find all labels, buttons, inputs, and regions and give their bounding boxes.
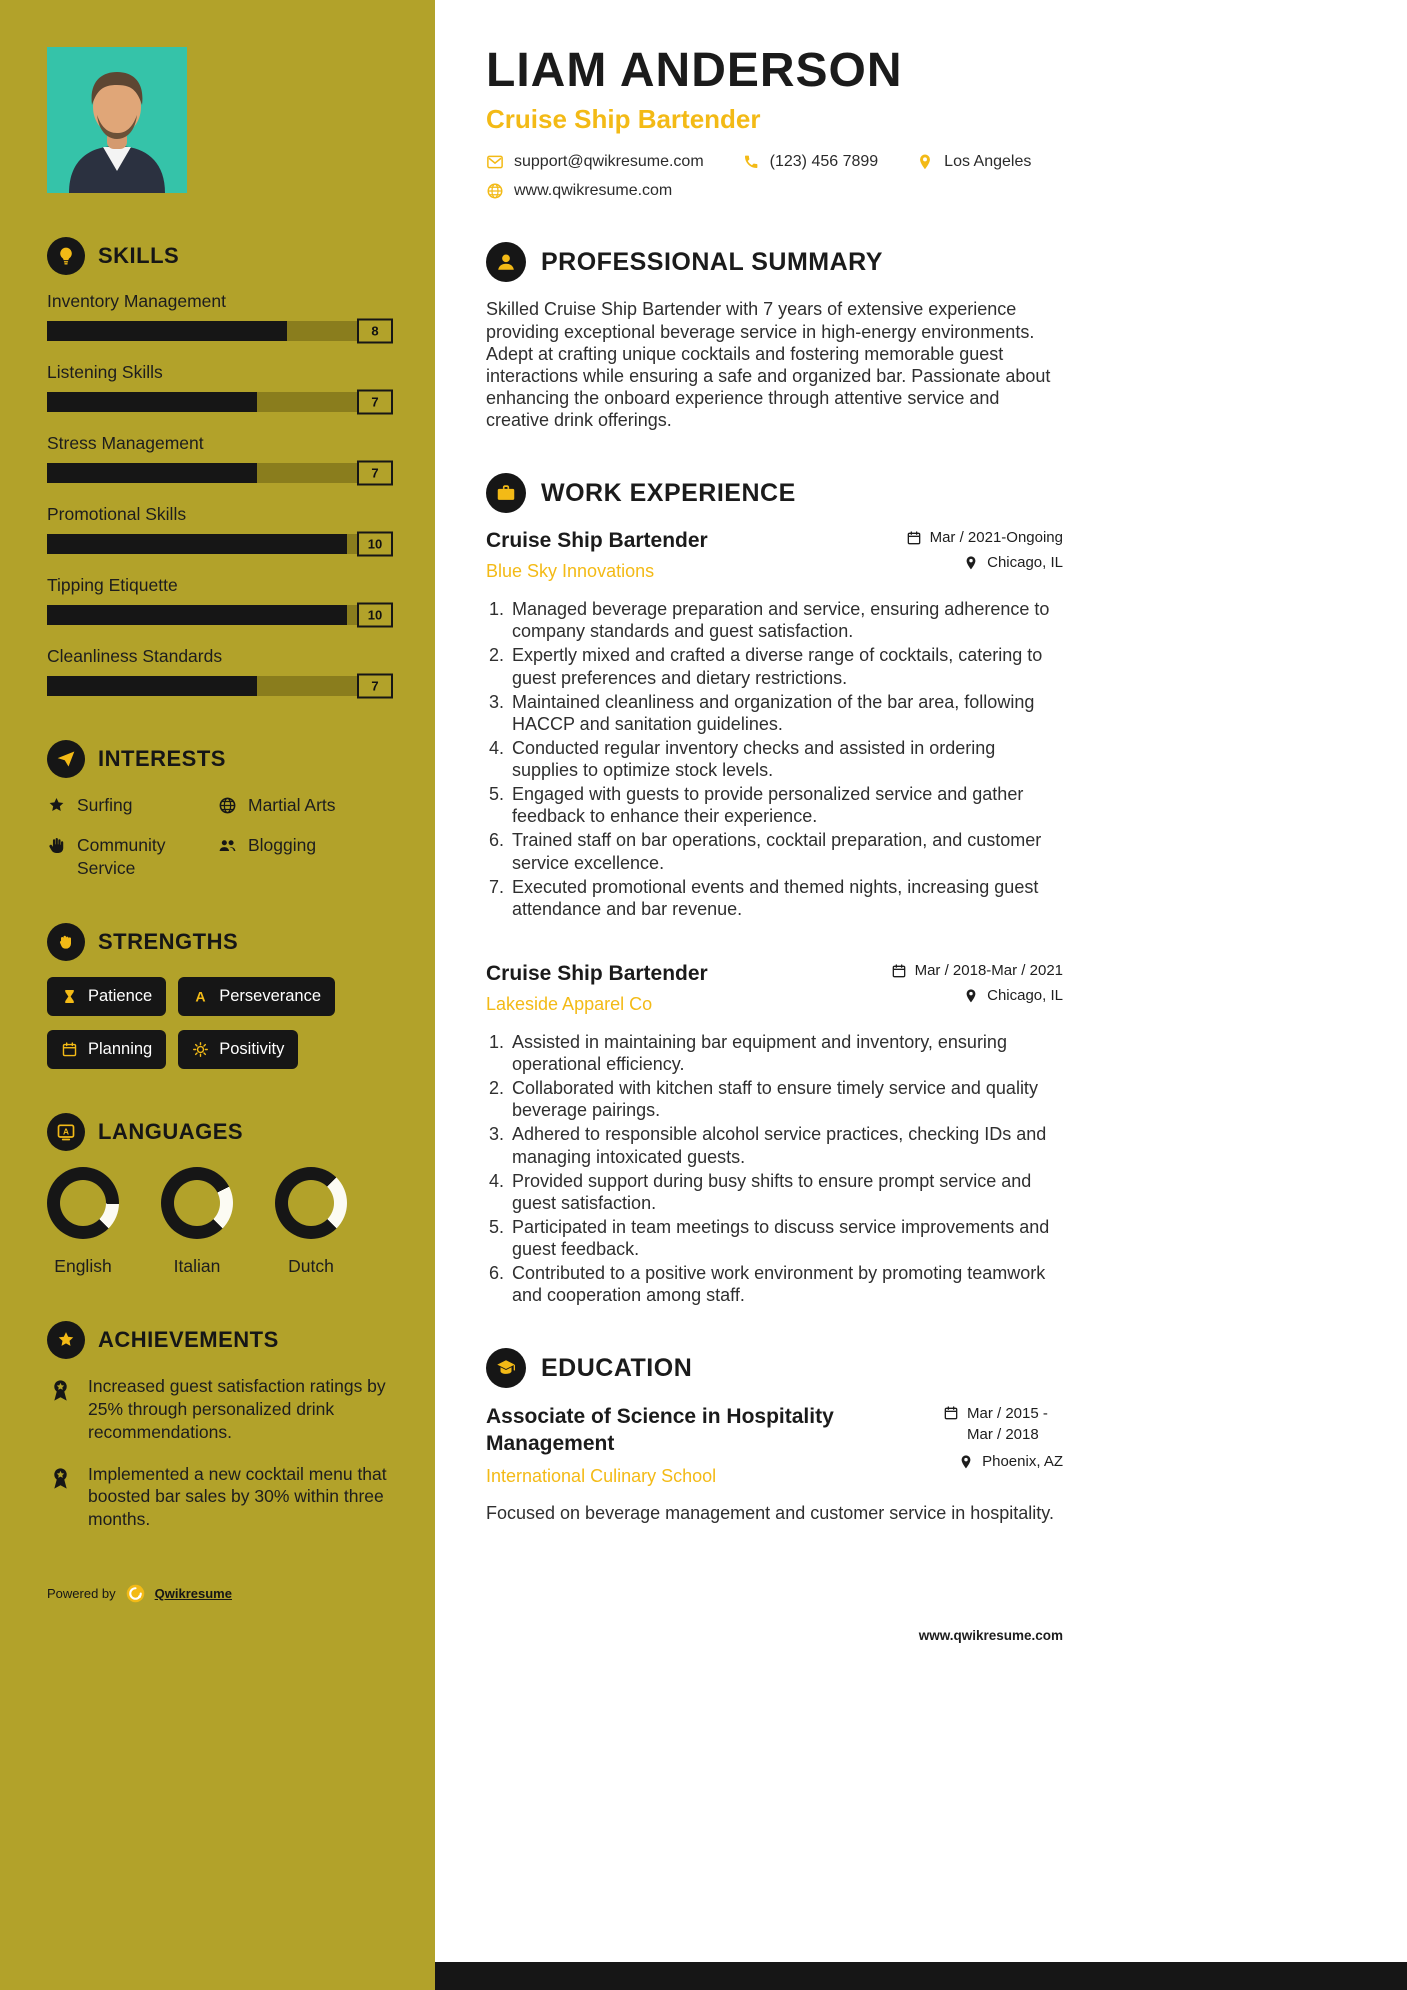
powered-by <box>47 1583 393 1604</box>
location-text: Los Angeles <box>944 153 1032 171</box>
experience-bullet: 3. Maintained cleanliness and organization of the bar area, following HACCP and sanitation guidelines. <box>509 691 1063 735</box>
skill-item <box>47 433 393 483</box>
paper-plane-icon <box>47 740 85 778</box>
language-label: English <box>54 1256 112 1277</box>
skill-bar <box>47 321 393 341</box>
experience-section <box>486 473 1063 1306</box>
svg-text:A: A <box>62 1126 70 1137</box>
users-icon <box>218 836 237 855</box>
contact-info <box>486 153 1063 200</box>
skill-item <box>47 291 393 341</box>
skill-bar-fill <box>47 676 257 696</box>
skill-value: 7 <box>357 461 393 486</box>
email-text: support@qwikresume.com <box>514 153 704 171</box>
skill-label: Tipping Etiquette <box>47 575 178 595</box>
job-location-text: Chicago, IL <box>987 986 1063 1004</box>
job-location <box>963 987 1063 1004</box>
strength-chip <box>178 1030 298 1069</box>
location-item <box>916 153 1031 171</box>
language-item <box>161 1167 233 1277</box>
education-meta <box>943 1404 1063 1470</box>
briefcase-icon <box>486 473 526 513</box>
envelope-icon <box>486 153 504 171</box>
strengths-list <box>47 977 393 1069</box>
skill-bar-fill <box>47 534 347 554</box>
calendar-icon <box>906 530 922 546</box>
phone-text: (123) 456 7899 <box>769 153 879 171</box>
language-label: Dutch <box>288 1256 334 1277</box>
education-note: Focused on beverage management and customer service in hospitality. <box>486 1502 1054 1523</box>
education-location-text: Phoenix, AZ <box>982 1452 1063 1470</box>
language-donut <box>161 1167 233 1239</box>
job-entry <box>486 962 1063 1307</box>
strength-chip <box>178 977 335 1016</box>
achievements-heading: ACHIEVEMENTS <box>98 1327 279 1353</box>
education-header <box>486 1348 1063 1388</box>
summary-section <box>486 242 1063 431</box>
skills-header <box>47 237 393 275</box>
experience-bullet: 5. Participated in team meetings to discuss service improvements and guest feedback. <box>509 1216 1063 1260</box>
skill-bar <box>47 392 393 412</box>
website-text: www.qwikresume.com <box>514 182 673 200</box>
education-heading: EDUCATION <box>541 1353 693 1382</box>
skill-value: 8 <box>357 319 393 344</box>
experience-bullet: 4. Provided support during busy shifts to ensure prompt service and guest satisfaction. <box>509 1170 1063 1214</box>
lightbulb-icon <box>47 237 85 275</box>
phone-item <box>742 153 879 171</box>
bottom-bar <box>435 1962 1407 1990</box>
experience-bullet: 1. Assisted in maintaining bar equipment and inventory, ensuring operational efficiency. <box>509 1031 1063 1075</box>
interest-item <box>47 794 218 817</box>
job-bullet-list <box>486 1031 1063 1307</box>
svg-text:A: A <box>195 989 206 1006</box>
calendar-icon <box>891 963 907 979</box>
achievement-text: Implemented a new cocktail menu that boosted bar sales by 30% within three months. <box>88 1463 387 1529</box>
calendar-icon <box>61 1041 78 1058</box>
experience-bullet: 2. Expertly mixed and crafted a diverse range of cocktails, catering to guest preferences and dietary restrictions. <box>509 644 1063 688</box>
interests-list <box>47 794 393 879</box>
experience-bullet: 4. Conducted regular inventory checks and assisted in ordering supplies to optimize stock levels. <box>509 737 1063 781</box>
job-company: Blue Sky Innovations <box>486 561 655 582</box>
fist-icon <box>47 923 85 961</box>
skill-label: Inventory Management <box>47 291 226 311</box>
education-section <box>486 1348 1063 1524</box>
skill-value: 10 <box>357 532 393 557</box>
job-location-text: Chicago, IL <box>987 554 1063 572</box>
interest-label: Blogging <box>248 834 317 855</box>
strengths-section <box>47 923 393 1069</box>
summary-text: Skilled Cruise Ship Bartender with 7 years of extensive experience providing exceptional beverage service in high-energy environments. Adept at crafting unique cocktails and fostering memorable guest interactions while ensuring a safe and organized bar. Passionate about enhancing the onboard experience through attentive service and creative drink offerings. <box>486 299 1051 431</box>
skill-item <box>47 646 393 696</box>
job-bullet-list <box>486 598 1063 920</box>
main-content <box>435 0 1063 1643</box>
website-item <box>486 182 672 200</box>
job-dates <box>891 962 1063 979</box>
skill-bar-fill <box>47 392 257 412</box>
interest-item <box>218 834 393 880</box>
interests-header <box>47 740 393 778</box>
skill-bar <box>47 534 393 554</box>
pin-icon <box>963 555 979 571</box>
strength-label: Patience <box>88 987 153 1006</box>
skill-item <box>47 362 393 412</box>
languages-heading: LANGUAGES <box>98 1119 244 1145</box>
languages-section <box>47 1113 393 1277</box>
translate-icon-glyph <box>56 1122 76 1142</box>
skill-bar-fill <box>47 463 257 483</box>
grad-cap-icon <box>486 1348 526 1388</box>
email-item <box>486 153 704 171</box>
experience-heading: WORK EXPERIENCE <box>541 478 796 507</box>
person-icon <box>486 242 526 282</box>
avatar <box>47 47 187 193</box>
skill-item <box>47 575 393 625</box>
skill-value: 7 <box>357 674 393 699</box>
job-dates-text: Mar / 2018-Mar / 2021 <box>914 961 1063 979</box>
languages-list <box>47 1167 393 1277</box>
hourglass-icon <box>61 988 78 1005</box>
job-title-block <box>486 962 708 1015</box>
skill-label: Stress Management <box>47 433 204 453</box>
achievements-list <box>47 1375 393 1531</box>
medal-icon <box>47 1377 74 1404</box>
education-head <box>486 1404 1063 1487</box>
achievements-header <box>47 1321 393 1359</box>
pin-icon <box>958 1454 974 1470</box>
pin-icon <box>963 988 979 1004</box>
skill-value: 10 <box>357 603 393 628</box>
interest-item <box>47 834 218 880</box>
degree-title: Associate of Science in Hospitality Management <box>486 1405 834 1455</box>
skill-bar <box>47 605 393 625</box>
skills-heading: SKILLS <box>98 243 180 268</box>
sun-icon <box>192 1041 209 1058</box>
interest-label: Community Service <box>77 834 166 878</box>
education-location <box>958 1453 1063 1470</box>
strength-label: Perseverance <box>219 987 322 1006</box>
job-meta <box>891 962 1063 1004</box>
experience-bullet: 6. Contributed to a positive work environment by promoting teamwork and cooperation among staff. <box>509 1262 1063 1306</box>
globe-icon <box>486 182 504 200</box>
school-name: International Culinary School <box>486 1465 717 1486</box>
job-dates <box>906 529 1063 546</box>
achievement-item <box>47 1463 393 1531</box>
qwikresume-link[interactable]: Qwikresume <box>154 1585 232 1601</box>
strength-chip <box>47 977 166 1016</box>
hand-icon <box>47 836 66 855</box>
job-location <box>963 554 1063 571</box>
star-badge-icon <box>47 1321 85 1359</box>
skill-label: Listening Skills <box>47 362 163 382</box>
globe-icon <box>218 796 237 815</box>
language-donut <box>47 1167 119 1239</box>
translate-icon <box>47 1113 85 1151</box>
skill-value: 7 <box>357 390 393 415</box>
language-item <box>275 1167 347 1277</box>
education-dates <box>943 1404 1063 1445</box>
experience-bullet: 2. Collaborated with kitchen staff to ensure timely service and quality beverage pairings. <box>509 1077 1063 1121</box>
job-head <box>486 962 1063 1015</box>
summary-heading: PROFESSIONAL SUMMARY <box>541 247 883 276</box>
strengths-header <box>47 923 393 961</box>
skill-bar <box>47 463 393 483</box>
medal-icon <box>47 1465 74 1492</box>
experience-bullet: 7. Executed promotional events and themed nights, increasing guest attendance and bar revenue. <box>509 876 1063 920</box>
skills-list <box>47 291 393 696</box>
interests-section <box>47 740 393 879</box>
achievement-text: Increased guest satisfaction ratings by 25% through personalized drink recommendations. <box>88 1376 386 1442</box>
job-meta <box>906 529 1063 571</box>
job-entry <box>486 529 1063 920</box>
experience-bullet: 5. Engaged with guests to provide personalized service and gather feedback to enhance their experience. <box>509 783 1063 827</box>
letter-a-icon <box>192 988 209 1005</box>
experience-bullet: 1. Managed beverage preparation and service, ensuring adherence to company standards and guest satisfaction. <box>509 598 1063 642</box>
achievements-section <box>47 1321 393 1531</box>
summary-header <box>486 242 1063 282</box>
job-dates-text: Mar / 2021-Ongoing <box>929 529 1063 547</box>
interest-item <box>218 794 393 817</box>
job-company: Lakeside Apparel Co <box>486 993 653 1014</box>
experience-bullet: 6. Trained staff on bar operations, cocktail preparation, and customer service excellence. <box>509 829 1063 873</box>
job-role: Cruise Ship Bartender <box>486 529 708 553</box>
phone-icon <box>742 153 760 171</box>
language-donut <box>275 1167 347 1239</box>
skill-bar <box>47 676 393 696</box>
candidate-name: LIAM ANDERSON <box>486 44 903 97</box>
job-role: Cruise Ship Bartender <box>486 961 708 985</box>
languages-header <box>47 1113 393 1151</box>
star-icon <box>47 796 66 815</box>
job-title-block <box>486 529 708 582</box>
skill-bar-fill <box>47 321 287 341</box>
skill-label: Promotional Skills <box>47 504 187 524</box>
achievement-item <box>47 1375 393 1443</box>
language-item <box>47 1167 119 1277</box>
calendar-icon <box>943 1405 959 1421</box>
strength-label: Positivity <box>219 1040 285 1059</box>
education-title-block <box>486 1404 871 1487</box>
candidate-title: Cruise Ship Bartender <box>486 104 761 135</box>
experience-bullet: 3. Adhered to responsible alcohol service practices, checking IDs and managing intoxicated guests. <box>509 1123 1063 1167</box>
interests-heading: INTERESTS <box>98 746 226 771</box>
skill-bar-fill <box>47 605 347 625</box>
language-label: Italian <box>173 1256 221 1277</box>
education-dates-text: Mar / 2015 - Mar / 2018 <box>967 1405 1048 1443</box>
profile-photo <box>47 47 187 193</box>
contact-row <box>486 153 1063 171</box>
job-head <box>486 529 1063 582</box>
skill-item <box>47 504 393 554</box>
skills-section <box>47 237 393 696</box>
interest-label: Martial Arts <box>248 795 336 815</box>
interest-label: Surfing <box>77 795 133 815</box>
powered-by-label: Powered by <box>47 1585 116 1601</box>
strength-label: Planning <box>88 1040 153 1059</box>
sidebar <box>0 0 435 1990</box>
contact-row <box>486 182 1063 200</box>
pin-icon <box>916 153 934 171</box>
experience-header <box>486 473 1063 513</box>
strength-chip <box>47 1030 166 1069</box>
strengths-heading: STRENGTHS <box>98 929 239 955</box>
footer-url: www.qwikresume.com <box>918 1628 1063 1644</box>
skill-label: Cleanliness Standards <box>47 646 223 666</box>
qwikresume-logo-icon <box>125 1583 146 1604</box>
